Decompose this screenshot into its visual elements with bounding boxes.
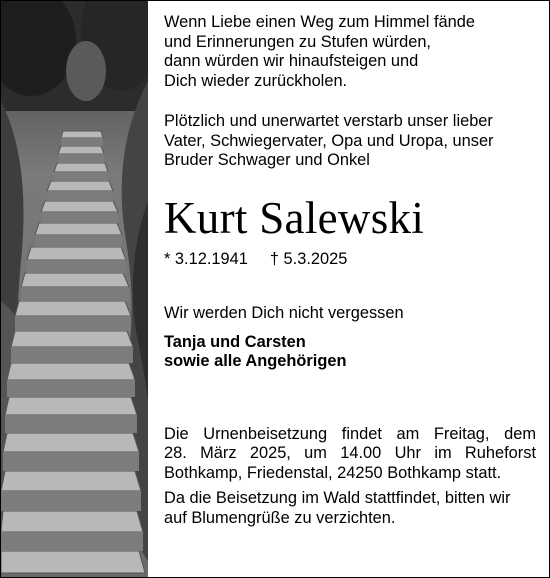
intro-line: Vater, Schwiegervater, Opa und Uropa, unser: [164, 131, 494, 150]
deceased-name: Kurt Salewski: [164, 192, 425, 243]
flowers-line: Da die Beisetzung im Wald stattfindet, bitten wir: [164, 489, 511, 507]
poem: [164, 13, 536, 91]
funeral-details: [164, 425, 536, 484]
flowers-line: auf Blumengrüße zu verzichten.: [164, 508, 396, 527]
life-dates: [164, 250, 536, 270]
flowers-request: [164, 489, 536, 528]
funeral-line: Die Urnenbeisetzung findet am Freitag, dem: [164, 424, 536, 443]
announcement-intro: [164, 112, 536, 171]
death-date: † 5.3.2025: [269, 249, 348, 268]
poem-line: und Erinnerungen zu Stufen würden,: [164, 32, 431, 51]
mourner-line: sowie alle Angehörigen: [164, 352, 347, 370]
stairway-photo: [1, 1, 148, 577]
poem-line: dann würden wir hinaufsteigen und: [164, 52, 419, 70]
notice-text: [164, 13, 536, 528]
funeral-line: Bothkamp, Friedenstal, 24250 Bothkamp statt.: [164, 463, 502, 482]
birth-date: * 3.12.1941: [164, 249, 248, 268]
mourners: [164, 333, 536, 372]
poem-line: Dich wieder zurückholen.: [164, 71, 348, 90]
poem-line: Wenn Liebe einen Weg zum Himmel fände: [164, 13, 475, 31]
funeral-line: 28. März 2025, um 14.00 Uhr im Ruheforst: [164, 444, 536, 462]
mourner-line: Tanja und Carsten: [164, 332, 306, 351]
intro-line: Bruder Schwager und Onkel: [164, 151, 370, 169]
remembrance-line: Wir werden Dich nicht vergessen: [164, 304, 404, 322]
intro-line: Plötzlich und unerwartet verstarb unser lieber: [164, 112, 493, 130]
